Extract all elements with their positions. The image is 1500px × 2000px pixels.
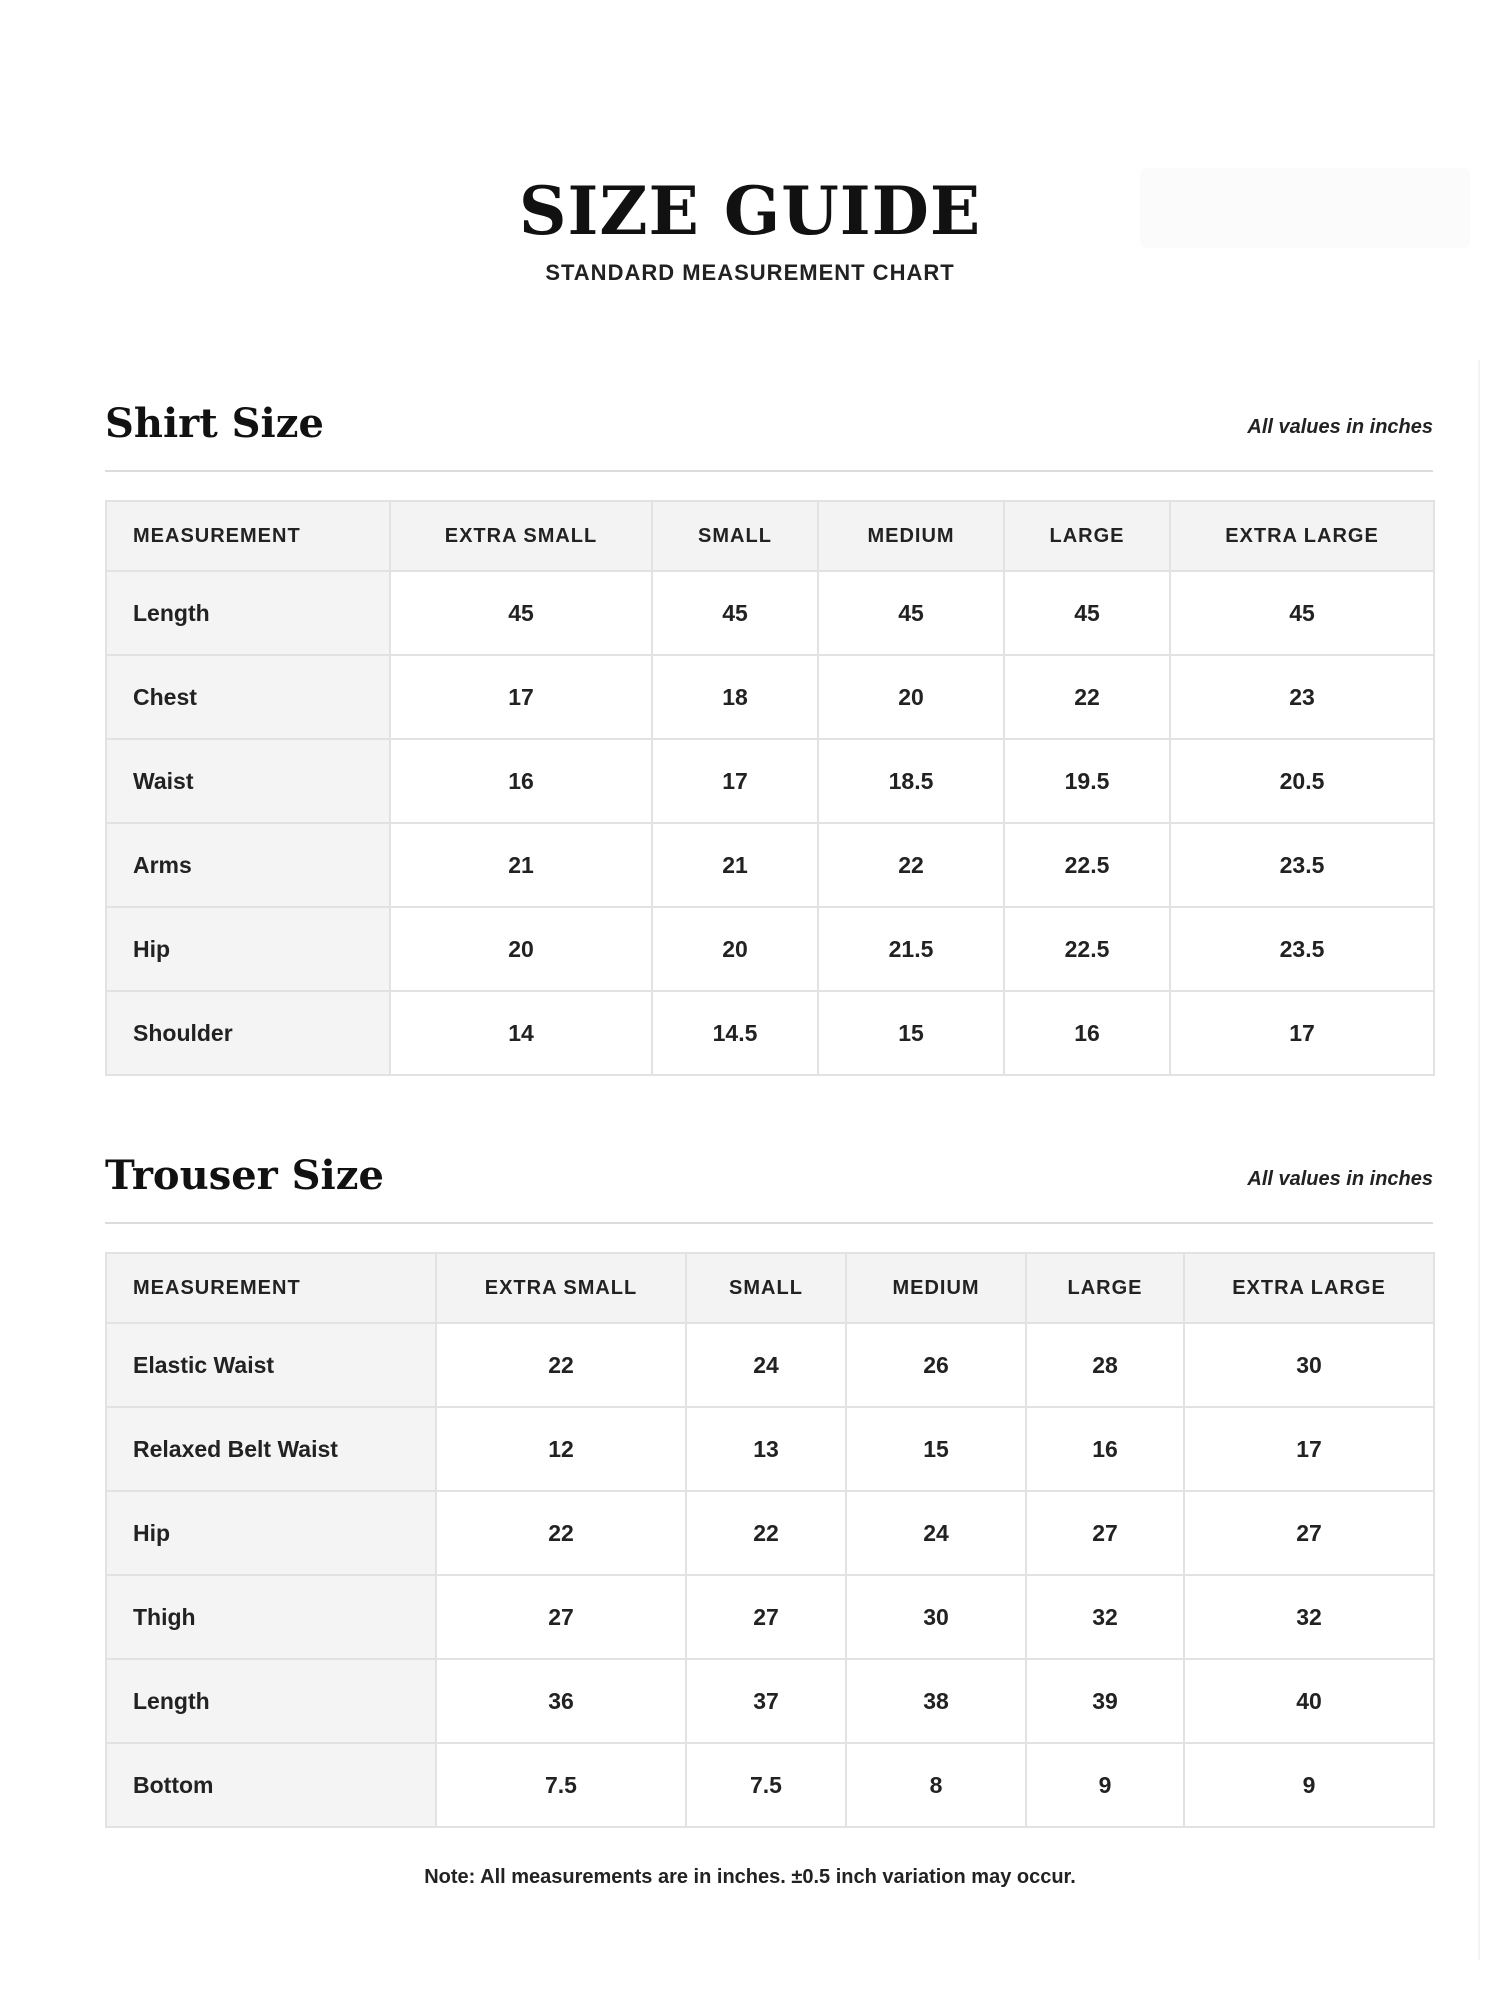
table-cell: 30 [1184,1323,1434,1407]
table-cell: 20 [652,907,818,991]
column-header: EXTRA SMALL [436,1253,686,1323]
table-cell: 9 [1184,1743,1434,1827]
row-label: Elastic Waist [106,1323,436,1407]
table-cell: 15 [818,991,1004,1075]
table-cell: 28 [1026,1323,1184,1407]
table-cell: 21 [390,823,652,907]
table-cell: 23.5 [1170,823,1434,907]
table-cell: 23.5 [1170,907,1434,991]
table-cell: 27 [686,1575,846,1659]
table-row [106,823,1434,907]
column-header: SMALL [686,1253,846,1323]
table-row [106,1575,1434,1659]
row-label: Bottom [106,1743,436,1827]
table-cell: 22 [1004,655,1170,739]
table-cell: 27 [436,1575,686,1659]
table-header-row [106,1253,1434,1323]
table-cell: 32 [1026,1575,1184,1659]
table-cell: 7.5 [436,1743,686,1827]
table-cell: 15 [846,1407,1026,1491]
table-row [106,907,1434,991]
table-cell: 26 [846,1323,1026,1407]
row-label: Shoulder [106,991,390,1075]
table-cell: 20 [818,655,1004,739]
table-cell: 16 [1026,1407,1184,1491]
row-label: Relaxed Belt Waist [106,1407,436,1491]
table-cell: 37 [686,1659,846,1743]
table-cell: 13 [686,1407,846,1491]
table-cell: 17 [652,739,818,823]
table-row [106,739,1434,823]
table-cell: 18.5 [818,739,1004,823]
table-cell: 24 [846,1491,1026,1575]
table-cell: 22 [436,1323,686,1407]
column-header: EXTRA LARGE [1184,1253,1434,1323]
table-row [106,1743,1434,1827]
table-cell: 23 [1170,655,1434,739]
table-cell: 22 [686,1491,846,1575]
table-row [106,1659,1434,1743]
shirt-size-section [105,400,1433,1076]
table-cell: 19.5 [1004,739,1170,823]
table-cell: 22.5 [1004,823,1170,907]
column-header: MEASUREMENT [106,501,390,571]
page-edge-divider [1478,360,1480,1960]
table-row [106,1491,1434,1575]
table-cell: 39 [1026,1659,1184,1743]
trouser-size-section [105,1152,1433,1828]
table-cell: 45 [1004,571,1170,655]
table-cell: 17 [1170,991,1434,1075]
table-row [106,655,1434,739]
trouser-units-note: All values in inches [1247,1168,1433,1190]
row-label: Arms [106,823,390,907]
trouser-section-header [105,1152,1433,1224]
shirt-units-note: All values in inches [1247,416,1433,438]
table-cell: 8 [846,1743,1026,1827]
column-header: SMALL [652,501,818,571]
page-subtitle: STANDARD MEASUREMENT CHART [545,260,955,285]
column-header: EXTRA LARGE [1170,501,1434,571]
table-cell: 24 [686,1323,846,1407]
table-cell: 18 [652,655,818,739]
row-label: Hip [106,1491,436,1575]
table-cell: 30 [846,1575,1026,1659]
measurement-footnote: Note: All measurements are in inches. ±0.5 inch variation may occur. [424,1866,1076,1888]
table-cell: 20.5 [1170,739,1434,823]
table-cell: 17 [1184,1407,1434,1491]
table-cell: 22 [818,823,1004,907]
column-header: EXTRA SMALL [390,501,652,571]
table-cell: 7.5 [686,1743,846,1827]
table-cell: 27 [1026,1491,1184,1575]
table-cell: 14.5 [652,991,818,1075]
row-label: Length [106,1659,436,1743]
table-cell: 20 [390,907,652,991]
table-cell: 14 [390,991,652,1075]
table-cell: 16 [1004,991,1170,1075]
table-cell: 27 [1184,1491,1434,1575]
column-header: MEASUREMENT [106,1253,436,1323]
column-header: LARGE [1004,501,1170,571]
column-header: LARGE [1026,1253,1184,1323]
table-cell: 22.5 [1004,907,1170,991]
table-cell: 45 [1170,571,1434,655]
table-cell: 21.5 [818,907,1004,991]
table-cell: 36 [436,1659,686,1743]
table-row [106,1323,1434,1407]
table-cell: 16 [390,739,652,823]
row-label: Waist [106,739,390,823]
trouser-size-table [105,1252,1435,1828]
table-cell: 9 [1026,1743,1184,1827]
table-cell: 38 [846,1659,1026,1743]
table-cell: 32 [1184,1575,1434,1659]
column-header: MEDIUM [818,501,1004,571]
table-cell: 17 [390,655,652,739]
page-title: SIZE GUIDE [518,172,982,250]
table-cell: 12 [436,1407,686,1491]
shirt-size-table [105,500,1435,1076]
table-cell: 45 [390,571,652,655]
table-cell: 45 [652,571,818,655]
table-cell: 45 [818,571,1004,655]
table-cell: 21 [652,823,818,907]
shirt-section-title: Shirt Size [105,400,324,447]
table-cell: 40 [1184,1659,1434,1743]
row-label: Hip [106,907,390,991]
table-header-row [106,501,1434,571]
row-label: Chest [106,655,390,739]
trouser-section-title: Trouser Size [105,1152,384,1199]
table-row [106,571,1434,655]
row-label: Length [106,571,390,655]
table-cell: 22 [436,1491,686,1575]
table-row [106,1407,1434,1491]
shirt-section-header [105,400,1433,472]
table-row [106,991,1434,1075]
column-header: MEDIUM [846,1253,1026,1323]
row-label: Thigh [106,1575,436,1659]
